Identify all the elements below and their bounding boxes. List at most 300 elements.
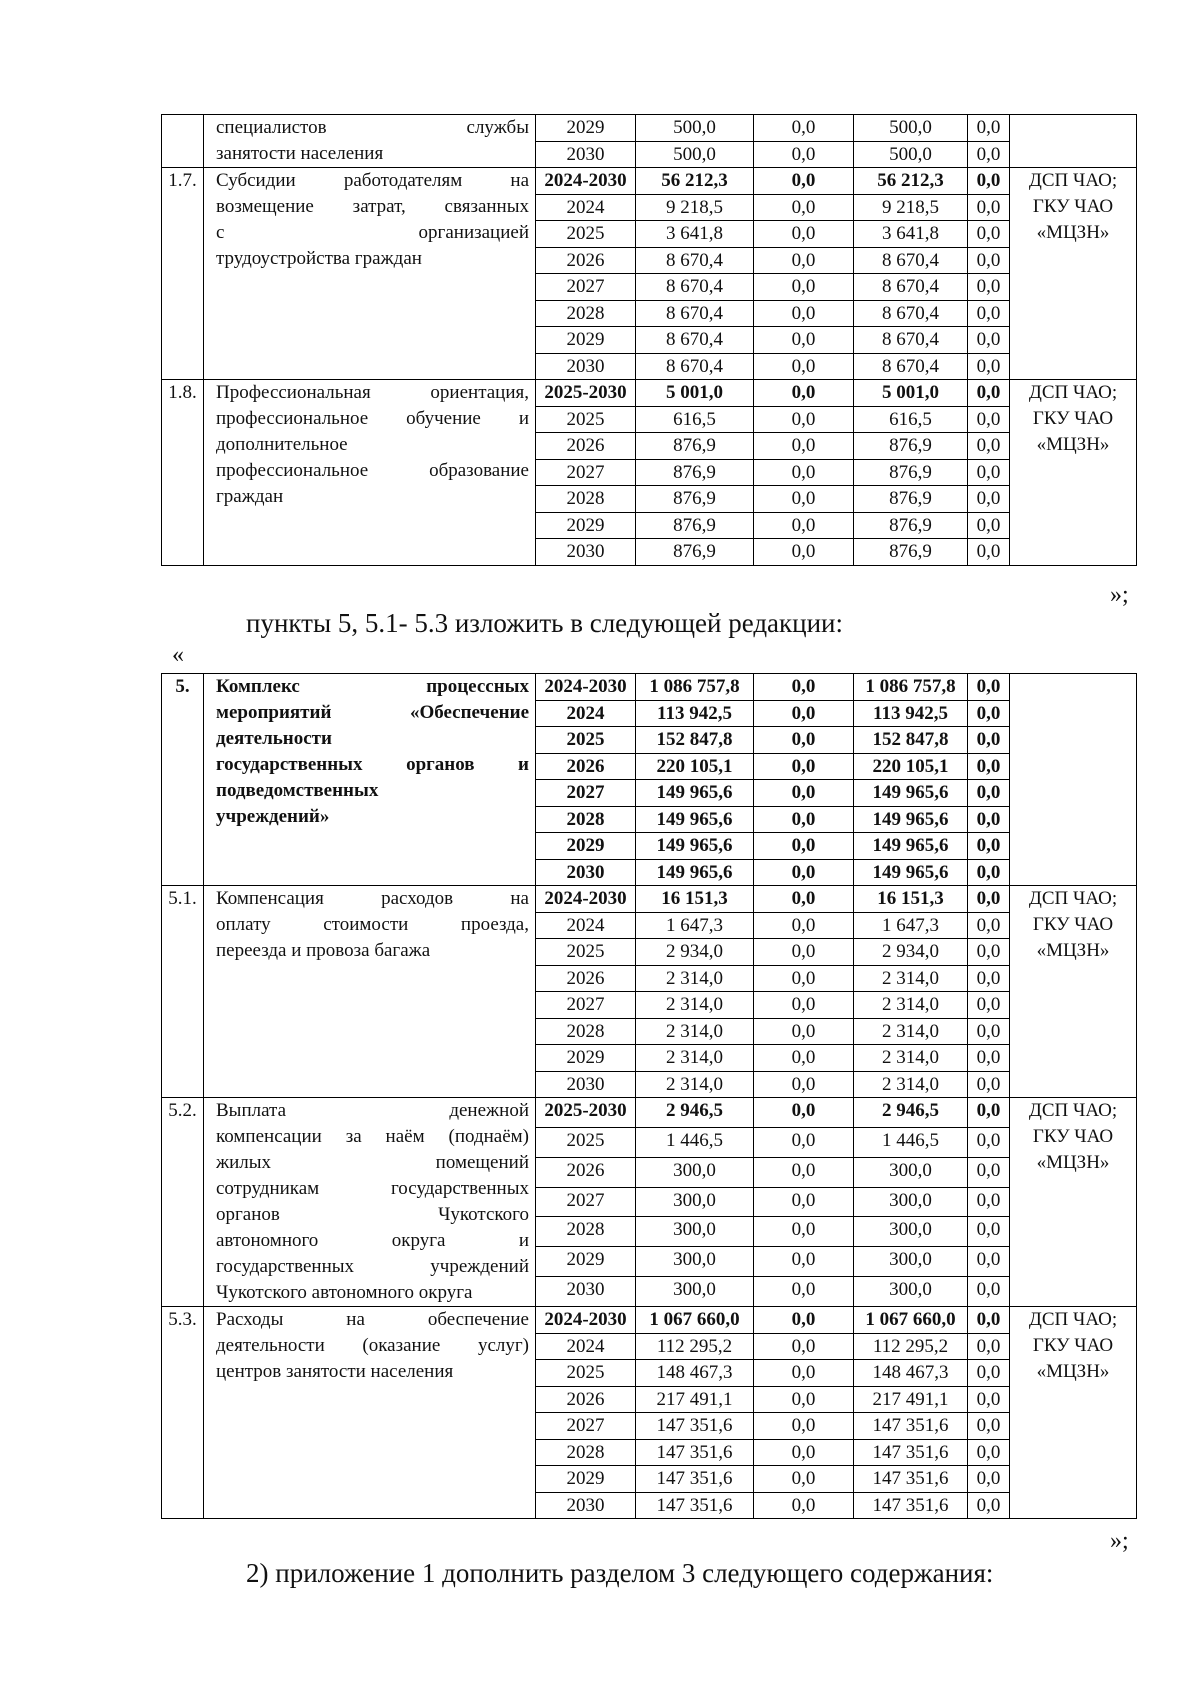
- total-amount-cell: 5 001,0: [636, 380, 754, 407]
- description-line: Выплата денежной: [216, 1100, 529, 1121]
- regional-amount-cell: 147 351,6: [854, 1492, 968, 1519]
- period-cell: 2024: [536, 194, 636, 221]
- other-amount-cell: 0,0: [968, 939, 1010, 966]
- regional-amount-cell: 876,9: [854, 459, 968, 486]
- responsible-executor: [1010, 115, 1137, 168]
- federal-amount-cell: 0,0: [754, 806, 854, 833]
- item-number: [162, 115, 204, 168]
- other-amount-cell: 0,0: [968, 992, 1010, 1019]
- executor-line: ГКУ ЧАО: [1032, 408, 1114, 429]
- executor-line: ГКУ ЧАО: [1032, 196, 1114, 217]
- total-amount-cell: 152 847,8: [636, 727, 754, 754]
- other-amount-cell: 0,0: [968, 115, 1010, 142]
- description-line: с организацией: [216, 222, 529, 243]
- regional-amount-cell: 500,0: [854, 115, 968, 142]
- regional-amount-cell: 3 641,8: [854, 221, 968, 248]
- other-amount-cell: 0,0: [968, 806, 1010, 833]
- description-line: Компенсация расходов на: [216, 888, 529, 909]
- period-cell: 2030: [536, 859, 636, 886]
- federal-amount-cell: 0,0: [754, 939, 854, 966]
- total-amount-cell: 300,0: [636, 1157, 754, 1187]
- period-cell: 2024: [536, 700, 636, 727]
- federal-amount-cell: 0,0: [754, 1045, 854, 1072]
- total-amount-cell: 9 218,5: [636, 194, 754, 221]
- total-amount-cell: 876,9: [636, 539, 754, 566]
- federal-amount-cell: 0,0: [754, 700, 854, 727]
- federal-amount-cell: 0,0: [754, 1413, 854, 1440]
- executor-line: «МЦЗН»: [1036, 1361, 1110, 1382]
- federal-amount-cell: 0,0: [754, 1307, 854, 1334]
- total-amount-cell: 876,9: [636, 486, 754, 513]
- total-amount-cell: 300,0: [636, 1217, 754, 1247]
- period-cell: 2025-2030: [536, 1098, 636, 1128]
- federal-amount-cell: 0,0: [754, 1098, 854, 1128]
- regional-amount-cell: 500,0: [854, 141, 968, 168]
- description-line: переезда и провоза багажа: [216, 940, 431, 961]
- item-description: [204, 168, 536, 380]
- other-amount-cell: 0,0: [968, 512, 1010, 539]
- period-cell: 2030: [536, 353, 636, 380]
- period-cell: 2030: [536, 1277, 636, 1307]
- other-amount-cell: 0,0: [968, 1333, 1010, 1360]
- regional-amount-cell: 16 151,3: [854, 886, 968, 913]
- executor-line: «МЦЗН»: [1036, 222, 1110, 243]
- total-amount-cell: 147 351,6: [636, 1492, 754, 1519]
- period-cell: 2025: [536, 1360, 636, 1387]
- regional-amount-cell: 876,9: [854, 512, 968, 539]
- table-row: [162, 168, 1137, 195]
- responsible-executor: [1010, 380, 1137, 566]
- period-cell: 2028: [536, 486, 636, 513]
- total-amount-cell: 616,5: [636, 406, 754, 433]
- regional-amount-cell: 876,9: [854, 539, 968, 566]
- period-cell: 2025: [536, 1127, 636, 1157]
- total-amount-cell: 876,9: [636, 459, 754, 486]
- description-line: Чукотского автономного округа: [216, 1282, 473, 1303]
- other-amount-cell: 0,0: [968, 1386, 1010, 1413]
- other-amount-cell: 0,0: [968, 221, 1010, 248]
- item-description: [204, 115, 536, 168]
- description-line: трудоустройства граждан: [216, 248, 422, 269]
- regional-amount-cell: 2 314,0: [854, 1071, 968, 1098]
- federal-amount-cell: 0,0: [754, 727, 854, 754]
- federal-amount-cell: 0,0: [754, 115, 854, 142]
- other-amount-cell: 0,0: [968, 168, 1010, 195]
- federal-amount-cell: 0,0: [754, 512, 854, 539]
- total-amount-cell: 2 314,0: [636, 1018, 754, 1045]
- total-amount-cell: 1 647,3: [636, 912, 754, 939]
- period-cell: 2027: [536, 274, 636, 301]
- period-cell: 2027: [536, 1187, 636, 1217]
- item-description: [204, 380, 536, 566]
- description-line: профессиональное обучение и: [216, 408, 529, 429]
- federal-amount-cell: 0,0: [754, 1018, 854, 1045]
- total-amount-cell: 8 670,4: [636, 327, 754, 354]
- other-amount-cell: 0,0: [968, 327, 1010, 354]
- description-line: деятельности (оказание услуг): [216, 1335, 529, 1356]
- description-line: компенсации за наём (поднаём): [216, 1126, 529, 1147]
- federal-amount-cell: 0,0: [754, 1386, 854, 1413]
- period-cell: 2024: [536, 912, 636, 939]
- period-cell: 2029: [536, 327, 636, 354]
- executor-line: ДСП ЧАО;: [1028, 382, 1118, 403]
- federal-amount-cell: 0,0: [754, 886, 854, 913]
- period-cell: 2024-2030: [536, 168, 636, 195]
- other-amount-cell: 0,0: [968, 459, 1010, 486]
- federal-amount-cell: 0,0: [754, 1466, 854, 1493]
- item-description: [204, 1098, 536, 1307]
- instruction-paragraph: пункты 5, 5.1- 5.3 изложить в следующей редакции:: [246, 608, 844, 638]
- period-cell: 2029: [536, 1045, 636, 1072]
- total-amount-cell: 3 641,8: [636, 221, 754, 248]
- other-amount-cell: 0,0: [968, 1071, 1010, 1098]
- period-cell: 2027: [536, 780, 636, 807]
- other-amount-cell: 0,0: [968, 833, 1010, 860]
- total-amount-cell: 876,9: [636, 512, 754, 539]
- responsible-executor: [1010, 168, 1137, 380]
- regional-amount-cell: 113 942,5: [854, 700, 968, 727]
- total-amount-cell: 300,0: [636, 1277, 754, 1307]
- description-line: мероприятий «Обеспечение: [216, 702, 529, 723]
- other-amount-cell: 0,0: [968, 300, 1010, 327]
- item-number: 5.1.: [162, 886, 204, 1098]
- other-amount-cell: 0,0: [968, 274, 1010, 301]
- total-amount-cell: 300,0: [636, 1247, 754, 1277]
- regional-amount-cell: 1 086 757,8: [854, 674, 968, 701]
- executor-line: ДСП ЧАО;: [1028, 1100, 1118, 1121]
- period-cell: 2029: [536, 1247, 636, 1277]
- period-cell: 2029: [536, 833, 636, 860]
- description-line: занятости населения: [216, 143, 384, 164]
- regional-amount-cell: 8 670,4: [854, 300, 968, 327]
- total-amount-cell: 1 067 660,0: [636, 1307, 754, 1334]
- other-amount-cell: 0,0: [968, 1360, 1010, 1387]
- total-amount-cell: 876,9: [636, 433, 754, 460]
- total-amount-cell: 8 670,4: [636, 353, 754, 380]
- federal-amount-cell: 0,0: [754, 353, 854, 380]
- responsible-executor: [1010, 1098, 1137, 1307]
- regional-amount-cell: 147 351,6: [854, 1466, 968, 1493]
- total-amount-cell: 147 351,6: [636, 1466, 754, 1493]
- period-cell: 2028: [536, 300, 636, 327]
- federal-amount-cell: 0,0: [754, 1187, 854, 1217]
- federal-amount-cell: 0,0: [754, 1439, 854, 1466]
- total-amount-cell: 8 670,4: [636, 247, 754, 274]
- table-row: [162, 115, 1137, 142]
- table-row: [162, 380, 1137, 407]
- federal-amount-cell: 0,0: [754, 674, 854, 701]
- description-line: деятельности: [216, 728, 332, 749]
- regional-amount-cell: 2 946,5: [854, 1098, 968, 1128]
- executor-line: ГКУ ЧАО: [1032, 914, 1114, 935]
- instruction-paragraph: 2) приложение 1 дополнить разделом 3 следующего содержания:: [246, 1558, 994, 1588]
- period-cell: 2029: [536, 115, 636, 142]
- federal-amount-cell: 0,0: [754, 1360, 854, 1387]
- federal-amount-cell: 0,0: [754, 1333, 854, 1360]
- other-amount-cell: 0,0: [968, 1127, 1010, 1157]
- regional-amount-cell: 8 670,4: [854, 274, 968, 301]
- period-cell: 2025-2030: [536, 380, 636, 407]
- other-amount-cell: 0,0: [968, 1413, 1010, 1440]
- budget-table-2: [161, 673, 1137, 1519]
- total-amount-cell: 2 946,5: [636, 1098, 754, 1128]
- table-row: [162, 1098, 1137, 1128]
- total-amount-cell: 220 105,1: [636, 753, 754, 780]
- total-amount-cell: 149 965,6: [636, 859, 754, 886]
- other-amount-cell: 0,0: [968, 1439, 1010, 1466]
- regional-amount-cell: 149 965,6: [854, 806, 968, 833]
- regional-amount-cell: 300,0: [854, 1247, 968, 1277]
- federal-amount-cell: 0,0: [754, 833, 854, 860]
- federal-amount-cell: 0,0: [754, 965, 854, 992]
- period-cell: 2029: [536, 1466, 636, 1493]
- total-amount-cell: 113 942,5: [636, 700, 754, 727]
- item-number: 1.8.: [162, 380, 204, 566]
- regional-amount-cell: 1 067 660,0: [854, 1307, 968, 1334]
- description-line: Субсидии работодателям на: [216, 170, 529, 191]
- executor-line: «МЦЗН»: [1036, 940, 1110, 961]
- executor-line: ГКУ ЧАО: [1032, 1335, 1114, 1356]
- regional-amount-cell: 220 105,1: [854, 753, 968, 780]
- executor-line: «МЦЗН»: [1036, 1152, 1110, 1173]
- federal-amount-cell: 0,0: [754, 780, 854, 807]
- description-line: Комплекс процессных: [216, 676, 529, 697]
- total-amount-cell: 1 446,5: [636, 1127, 754, 1157]
- other-amount-cell: 0,0: [968, 380, 1010, 407]
- other-amount-cell: 0,0: [968, 194, 1010, 221]
- responsible-executor: [1010, 886, 1137, 1098]
- table-row: [162, 1307, 1137, 1334]
- period-cell: 2028: [536, 806, 636, 833]
- federal-amount-cell: 0,0: [754, 1127, 854, 1157]
- description-line: центров занятости населения: [216, 1361, 454, 1382]
- description-line: специалистов службы: [216, 117, 529, 138]
- period-cell: 2026: [536, 753, 636, 780]
- period-cell: 2030: [536, 1492, 636, 1519]
- federal-amount-cell: 0,0: [754, 194, 854, 221]
- other-amount-cell: 0,0: [968, 1045, 1010, 1072]
- period-cell: 2027: [536, 459, 636, 486]
- total-amount-cell: 300,0: [636, 1187, 754, 1217]
- total-amount-cell: 147 351,6: [636, 1439, 754, 1466]
- table-row: [162, 886, 1137, 913]
- period-cell: 2024-2030: [536, 886, 636, 913]
- federal-amount-cell: 0,0: [754, 141, 854, 168]
- total-amount-cell: 149 965,6: [636, 806, 754, 833]
- budget-table-1: [161, 114, 1137, 566]
- total-amount-cell: 217 491,1: [636, 1386, 754, 1413]
- federal-amount-cell: 0,0: [754, 221, 854, 248]
- federal-amount-cell: 0,0: [754, 1492, 854, 1519]
- federal-amount-cell: 0,0: [754, 459, 854, 486]
- federal-amount-cell: 0,0: [754, 486, 854, 513]
- federal-amount-cell: 0,0: [754, 1247, 854, 1277]
- regional-amount-cell: 300,0: [854, 1157, 968, 1187]
- period-cell: 2028: [536, 1217, 636, 1247]
- other-amount-cell: 0,0: [968, 859, 1010, 886]
- total-amount-cell: 500,0: [636, 141, 754, 168]
- federal-amount-cell: 0,0: [754, 247, 854, 274]
- description-line: органов Чукотского: [216, 1204, 529, 1225]
- period-cell: 2030: [536, 141, 636, 168]
- federal-amount-cell: 0,0: [754, 274, 854, 301]
- federal-amount-cell: 0,0: [754, 1277, 854, 1307]
- other-amount-cell: 0,0: [968, 886, 1010, 913]
- total-amount-cell: 149 965,6: [636, 780, 754, 807]
- other-amount-cell: 0,0: [968, 780, 1010, 807]
- other-amount-cell: 0,0: [968, 247, 1010, 274]
- table-body-2: [162, 674, 1137, 1519]
- description-line: жилых помещений: [216, 1152, 529, 1173]
- total-amount-cell: 56 212,3: [636, 168, 754, 195]
- other-amount-cell: 0,0: [968, 1277, 1010, 1307]
- other-amount-cell: 0,0: [968, 406, 1010, 433]
- federal-amount-cell: 0,0: [754, 912, 854, 939]
- regional-amount-cell: 217 491,1: [854, 1386, 968, 1413]
- period-cell: 2029: [536, 512, 636, 539]
- period-cell: 2024-2030: [536, 1307, 636, 1334]
- total-amount-cell: 2 314,0: [636, 1071, 754, 1098]
- period-cell: 2025: [536, 221, 636, 248]
- other-amount-cell: 0,0: [968, 1247, 1010, 1277]
- regional-amount-cell: 149 965,6: [854, 859, 968, 886]
- executor-line: ДСП ЧАО;: [1028, 170, 1118, 191]
- total-amount-cell: 148 467,3: [636, 1360, 754, 1387]
- description-line: сотрудникам государственных: [216, 1178, 529, 1199]
- regional-amount-cell: 5 001,0: [854, 380, 968, 407]
- federal-amount-cell: 0,0: [754, 380, 854, 407]
- description-line: возмещение затрат, связанных: [216, 196, 529, 217]
- item-description: [204, 674, 536, 886]
- regional-amount-cell: 8 670,4: [854, 247, 968, 274]
- other-amount-cell: 0,0: [968, 965, 1010, 992]
- regional-amount-cell: 9 218,5: [854, 194, 968, 221]
- federal-amount-cell: 0,0: [754, 859, 854, 886]
- federal-amount-cell: 0,0: [754, 753, 854, 780]
- total-amount-cell: 112 295,2: [636, 1333, 754, 1360]
- executor-line: ДСП ЧАО;: [1028, 888, 1118, 909]
- total-amount-cell: 147 351,6: [636, 1413, 754, 1440]
- item-number: 5.: [162, 674, 204, 886]
- regional-amount-cell: 147 351,6: [854, 1439, 968, 1466]
- total-amount-cell: 8 670,4: [636, 300, 754, 327]
- period-cell: 2026: [536, 1386, 636, 1413]
- other-amount-cell: 0,0: [968, 141, 1010, 168]
- table-row: [162, 674, 1137, 701]
- item-number: 5.2.: [162, 1098, 204, 1307]
- table-body-1: [162, 115, 1137, 566]
- total-amount-cell: 149 965,6: [636, 833, 754, 860]
- regional-amount-cell: 876,9: [854, 486, 968, 513]
- description-line: граждан: [216, 486, 284, 507]
- description-line: государственных учреждений: [216, 1256, 529, 1277]
- regional-amount-cell: 56 212,3: [854, 168, 968, 195]
- description-line: профессиональное образование: [216, 460, 529, 481]
- regional-amount-cell: 8 670,4: [854, 353, 968, 380]
- regional-amount-cell: 300,0: [854, 1217, 968, 1247]
- regional-amount-cell: 1 446,5: [854, 1127, 968, 1157]
- period-cell: 2028: [536, 1439, 636, 1466]
- federal-amount-cell: 0,0: [754, 992, 854, 1019]
- total-amount-cell: 8 670,4: [636, 274, 754, 301]
- total-amount-cell: 2 314,0: [636, 1045, 754, 1072]
- regional-amount-cell: 149 965,6: [854, 833, 968, 860]
- description-line: дополнительное: [216, 434, 348, 455]
- other-amount-cell: 0,0: [968, 1217, 1010, 1247]
- other-amount-cell: 0,0: [968, 700, 1010, 727]
- period-cell: 2026: [536, 433, 636, 460]
- regional-amount-cell: 148 467,3: [854, 1360, 968, 1387]
- period-cell: 2024-2030: [536, 674, 636, 701]
- responsible-executor: [1010, 1307, 1137, 1519]
- other-amount-cell: 0,0: [968, 1466, 1010, 1493]
- total-amount-cell: 16 151,3: [636, 886, 754, 913]
- other-amount-cell: 0,0: [968, 353, 1010, 380]
- period-cell: 2026: [536, 1157, 636, 1187]
- federal-amount-cell: 0,0: [754, 168, 854, 195]
- federal-amount-cell: 0,0: [754, 1157, 854, 1187]
- executor-line: ДСП ЧАО;: [1028, 1309, 1118, 1330]
- regional-amount-cell: 149 965,6: [854, 780, 968, 807]
- item-description: [204, 886, 536, 1098]
- executor-line: «МЦЗН»: [1036, 434, 1110, 455]
- federal-amount-cell: 0,0: [754, 406, 854, 433]
- regional-amount-cell: 300,0: [854, 1277, 968, 1307]
- other-amount-cell: 0,0: [968, 674, 1010, 701]
- period-cell: 2030: [536, 1071, 636, 1098]
- period-cell: 2026: [536, 247, 636, 274]
- total-amount-cell: 1 086 757,8: [636, 674, 754, 701]
- regional-amount-cell: 152 847,8: [854, 727, 968, 754]
- period-cell: 2030: [536, 539, 636, 566]
- other-amount-cell: 0,0: [968, 1098, 1010, 1128]
- federal-amount-cell: 0,0: [754, 327, 854, 354]
- federal-amount-cell: 0,0: [754, 1071, 854, 1098]
- description-line: подведомственных: [216, 780, 379, 801]
- total-amount-cell: 2 934,0: [636, 939, 754, 966]
- regional-amount-cell: 2 314,0: [854, 1045, 968, 1072]
- other-amount-cell: 0,0: [968, 727, 1010, 754]
- period-cell: 2028: [536, 1018, 636, 1045]
- federal-amount-cell: 0,0: [754, 539, 854, 566]
- period-cell: 2027: [536, 1413, 636, 1440]
- other-amount-cell: 0,0: [968, 1157, 1010, 1187]
- regional-amount-cell: 2 314,0: [854, 992, 968, 1019]
- other-amount-cell: 0,0: [968, 1018, 1010, 1045]
- other-amount-cell: 0,0: [968, 912, 1010, 939]
- description-line: Профессиональная ориентация,: [216, 382, 529, 403]
- total-amount-cell: 500,0: [636, 115, 754, 142]
- period-cell: 2026: [536, 965, 636, 992]
- regional-amount-cell: 8 670,4: [854, 327, 968, 354]
- responsible-executor: [1010, 674, 1137, 886]
- description-line: оплату стоимости проезда,: [216, 914, 529, 935]
- federal-amount-cell: 0,0: [754, 1217, 854, 1247]
- period-cell: 2025: [536, 939, 636, 966]
- period-cell: 2027: [536, 992, 636, 1019]
- regional-amount-cell: 112 295,2: [854, 1333, 968, 1360]
- opening-quote: «: [172, 642, 184, 668]
- other-amount-cell: 0,0: [968, 433, 1010, 460]
- description-line: государственных органов и: [216, 754, 529, 775]
- description-line: учреждений»: [216, 806, 330, 827]
- regional-amount-cell: 147 351,6: [854, 1413, 968, 1440]
- regional-amount-cell: 2 934,0: [854, 939, 968, 966]
- federal-amount-cell: 0,0: [754, 433, 854, 460]
- federal-amount-cell: 0,0: [754, 300, 854, 327]
- item-number: 1.7.: [162, 168, 204, 380]
- item-description: [204, 1307, 536, 1519]
